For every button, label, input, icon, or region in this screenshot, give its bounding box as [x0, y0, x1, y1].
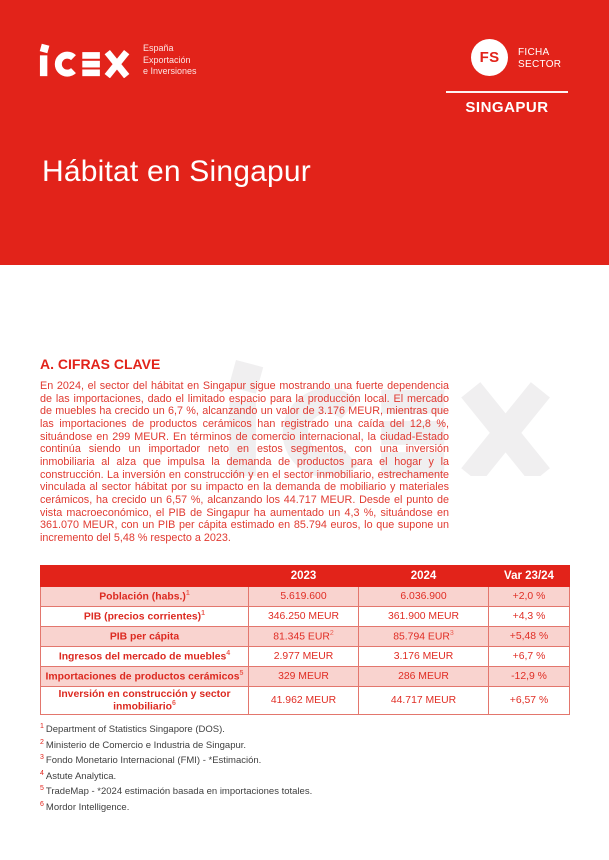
value-var: +6,57 % [489, 687, 570, 715]
country-label: SINGAPUR [465, 99, 549, 116]
icex-tagline [143, 43, 197, 78]
footnote-ref: 3 [449, 630, 454, 638]
footnote-text: Astute Analytica. [45, 770, 117, 782]
icex-logo-icon [36, 41, 136, 78]
footnote-ref: 1 [185, 590, 190, 598]
table-header-var: Var 23/24 [489, 566, 570, 587]
footnote [40, 783, 490, 799]
footnote-text: Ministerio de Comercio e Industria de Singapur. [45, 739, 247, 751]
tagline-line: España [143, 43, 174, 53]
footnote-ref: 2 [329, 630, 334, 638]
value-var: -12,9 % [489, 667, 570, 687]
table-header-empty [41, 566, 249, 587]
row-label: Ingresos del mercado de muebles$^4$ [41, 647, 249, 667]
ficha-sector-label [518, 47, 561, 71]
page-title: Hábitat en Singapur [42, 155, 311, 188]
row-label: Importaciones de productos cerámicos$^5$ [41, 667, 249, 687]
footnote-ref: 5 [239, 670, 244, 678]
value-2023: 329 MEUR [249, 667, 359, 687]
table-header-2023: 2023 [249, 566, 359, 587]
value-2023: 2.977 MEUR [249, 647, 359, 667]
value-2023: 81.345 EUR$^2$ [249, 627, 359, 647]
table-header-2024: 2024 [359, 566, 489, 587]
header-divider [446, 91, 568, 93]
footnote [40, 737, 490, 753]
table-row [41, 687, 570, 715]
footnote-text: TradeMap - *2024 estimación basada en importaciones totales. [45, 786, 313, 798]
table-row [41, 607, 570, 627]
row-label: PIB (precios corrientes)$^1$ [41, 607, 249, 627]
badge-initials: FS [479, 49, 500, 66]
value-var: +6,7 % [489, 647, 570, 667]
table-row [41, 667, 570, 687]
footnote-number: 4 [40, 769, 44, 777]
value-2023: 5.619.600 [249, 587, 359, 607]
row-label: Inversión en construcción y sector inmobiliario$^6$ [41, 687, 249, 715]
section-heading: A. CIFRAS CLAVE [40, 356, 161, 372]
value-2023: 41.962 MEUR [249, 687, 359, 715]
footnote [40, 768, 490, 784]
table-header-row [41, 566, 570, 587]
value-2024: 286 MEUR [359, 667, 489, 687]
value-var: +5,48 % [489, 627, 570, 647]
value-2023: 346.250 MEUR [249, 607, 359, 627]
icex-logo-block [36, 41, 197, 78]
footnote-text: Fondo Monetario Internacional (FMI) - *Estimación. [45, 755, 262, 767]
row-label: Población (habs.)$^1$ [41, 587, 249, 607]
footnote-number: 3 [40, 754, 44, 762]
footnotes [40, 721, 490, 814]
footnote [40, 752, 490, 768]
table-row [41, 587, 570, 607]
header-band [0, 0, 609, 265]
footnote-text: Mordor Intelligence. [45, 801, 130, 813]
value-2024: 44.717 MEUR [359, 687, 489, 715]
ficha-sector-line: FICHA [518, 47, 550, 58]
value-2024: 361.900 MEUR [359, 607, 489, 627]
footnote-number: 2 [40, 738, 44, 746]
value-2024: 3.176 MEUR [359, 647, 489, 667]
body-paragraph: En 2024, el sector del hábitat en Singapur sigue mostrando una fuerte dependencia de las importaciones, dado el limitado espacio para la producción local. El mercado de muebles ha crecido un 6,7 %, alcanzando un valor de 3.176 MEUR, mientras que las importaciones de productos cerámicos han registrado una caída del 12,8 %, situándose en 299 MEUR. En términos de comercio internacional, la ciudad-Estado continúa siendo un importador neto en estos segmentos, con una inversión inmobiliaria al alza que impulsa la demanda de productos para el hogar y la construcción. La inversión en construcción y en el sector inmobiliario, estrechamente vinculada al sector hábitat por su impacto en la demanda de mobiliario y materiales cerámicos, ha crecido un 6,57 %, alcanzando los 44.717 MEUR. Desde el punto de vista macroeconómico, el PIB de Singapur ha aumentado un 4,3 %, situándose en 361.070 MEUR, con un PIB per cápita estimado en 85.794 euros, lo que supone un incremento del 5,48 % respecto a 2023. [40, 380, 449, 544]
footnote-ref: 1 [201, 610, 206, 618]
footnote [40, 721, 490, 737]
ficha-sector-line: SECTOR [518, 59, 562, 70]
tagline-line: Exportación [143, 54, 191, 65]
tagline-line: e Inversiones [143, 66, 197, 76]
footnote-number: 5 [40, 785, 44, 793]
footnote-text: Department of Statistics Singapore (DOS). [45, 724, 225, 736]
ficha-sector-badge-icon [471, 39, 508, 76]
footnote-ref: 4 [226, 650, 231, 658]
footnote [40, 799, 490, 815]
key-figures-table [40, 565, 570, 715]
footnote-number: 6 [40, 800, 44, 808]
value-var: +2,0 % [489, 587, 570, 607]
row-label: PIB per cápita [41, 627, 249, 647]
value-var: +4,3 % [489, 607, 570, 627]
value-2024: 6.036.900 [359, 587, 489, 607]
table-row [41, 627, 570, 647]
footnote-ref: 6 [171, 700, 176, 707]
value-2024: 85.794 EUR$^3$ [359, 627, 489, 647]
table-row [41, 647, 570, 667]
footnote-number: 1 [40, 723, 44, 730]
